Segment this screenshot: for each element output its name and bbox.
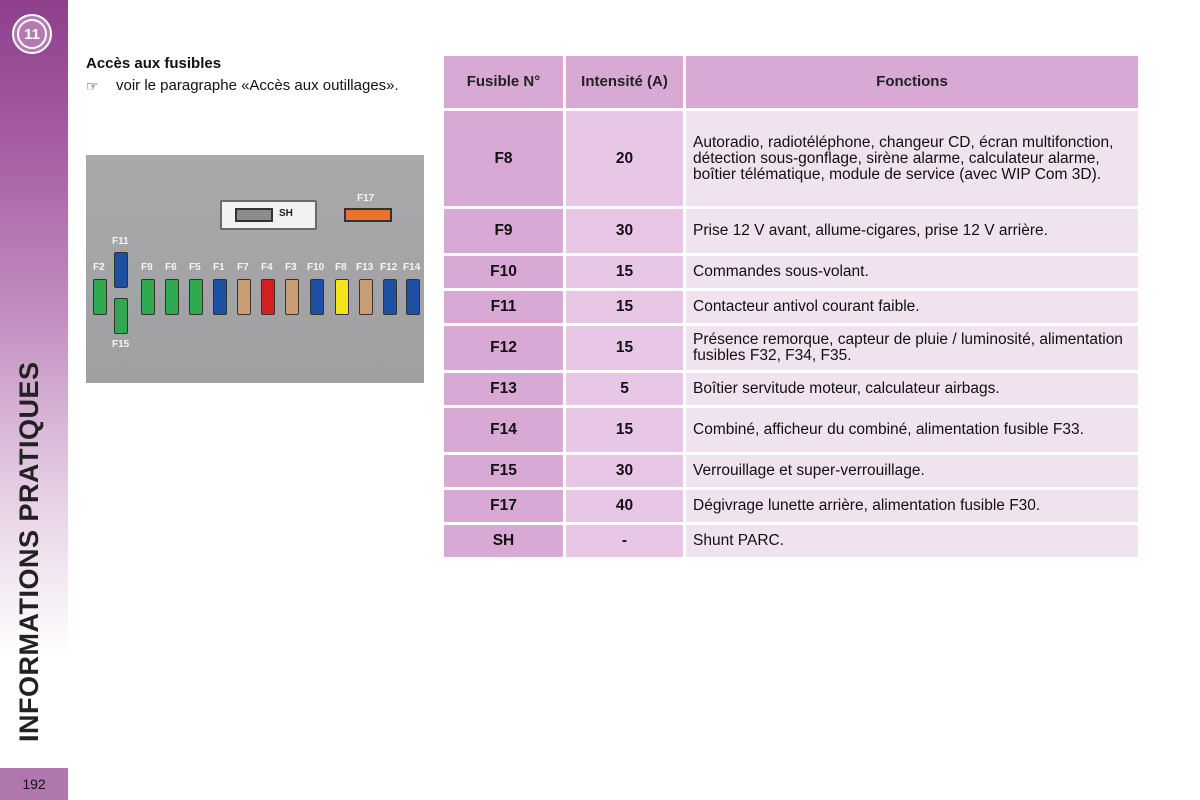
header-fuse-number: Fusible N° [444,56,563,108]
table-row [444,455,1138,487]
fuse-label-f14: F14 [403,262,421,273]
intensity-cell: 15 [566,408,683,452]
fuse-f4 [261,279,275,315]
intensity-cell: 30 [566,209,683,253]
functions-cell: Autoradio, radiotéléphone, changeur CD, écran multifonction, détection sous-gonflage, sirène alarme, calculateur alarme, boîtier télématique, module de service (avec WIP Com 3D). [686,111,1138,206]
fuse-number-cell: F15 [444,455,563,487]
fuse-number-cell: F10 [444,256,563,288]
fuse-label-f1: F1 [213,262,225,273]
table-row [444,373,1138,405]
fuse-label-f13: F13 [356,262,374,273]
chapter-sidebar [0,0,68,800]
fuse-f5 [189,279,203,315]
fuse-label-f17: F17 [357,193,375,204]
functions-cell: Présence remorque, capteur de pluie / luminosité, alimentation fusibles F32, F34, F35. [686,326,1138,370]
intensity-cell: 20 [566,111,683,206]
functions-cell: Dégivrage lunette arrière, alimentation fusible F30. [686,490,1138,522]
table-row [444,209,1138,253]
bullet-paragraph [86,78,424,94]
intensity-cell: 15 [566,326,683,370]
section-title-vertical: INFORMATIONS PRATIQUES [14,361,44,742]
fuse-f17 [344,208,392,222]
intensity-cell: 40 [566,490,683,522]
table-row [444,490,1138,522]
fuse-number-cell: SH [444,525,563,557]
fuse-label-f7: F7 [237,262,249,273]
shunt-label: SH [279,208,293,219]
chapter-number: 11 [17,19,47,49]
fuse-f1 [213,279,227,315]
fuse-number-cell: F17 [444,490,563,522]
fuse-label-f15: F15 [112,339,130,350]
table-row [444,256,1138,288]
fuse-f2 [93,279,107,315]
fuse-box-diagram [86,155,424,383]
fuse-label-f12: F12 [380,262,398,273]
table-row [444,291,1138,323]
fuse-label-f2: F2 [93,262,105,273]
fuse-f9 [141,279,155,315]
table-row [444,408,1138,452]
intensity-cell: 5 [566,373,683,405]
fuse-f12 [383,279,397,315]
page-number: 192 [0,768,68,800]
functions-cell: Combiné, afficheur du combiné, alimentation fusible F33. [686,408,1138,452]
fuse-number-cell: F8 [444,111,563,206]
header-functions: Fonctions [686,56,1138,108]
fuse-number-cell: F13 [444,373,563,405]
shunt-slot [235,208,273,222]
functions-cell: Boîtier servitude moteur, calculateur airbags. [686,373,1138,405]
intensity-cell: 15 [566,256,683,288]
fuse-number-cell: F9 [444,209,563,253]
fuse-f6 [165,279,179,315]
fuse-number-cell: F12 [444,326,563,370]
functions-cell: Commandes sous-volant. [686,256,1138,288]
fuse-f8 [335,279,349,315]
shunt-block [220,200,317,230]
fuse-f3 [285,279,299,315]
chapter-badge [12,14,52,54]
functions-cell: Shunt PARC. [686,525,1138,557]
fuse-f7 [237,279,251,315]
fuse-table [441,53,1141,560]
table-row [444,326,1138,370]
fuse-number-cell: F14 [444,408,563,452]
table-row [444,111,1138,206]
fuse-label-f9: F9 [141,262,153,273]
functions-cell: Prise 12 V avant, allume-cigares, prise 12 V arrière. [686,209,1138,253]
fuse-f15 [114,298,128,334]
intensity-cell: - [566,525,683,557]
fuse-label-f3: F3 [285,262,297,273]
bullet-text: voir le paragraphe «Accès aux outillages». [116,77,399,94]
intensity-cell: 15 [566,291,683,323]
intensity-cell: 30 [566,455,683,487]
functions-cell: Verrouillage et super-verrouillage. [686,455,1138,487]
table-row [444,525,1138,557]
fuse-number-cell: F11 [444,291,563,323]
fuse-label-f4: F4 [261,262,273,273]
fuse-label-f11: F11 [112,236,129,247]
fuse-f13 [359,279,373,315]
section-heading: Accès aux fusibles [86,55,222,72]
fuse-label-f5: F5 [189,262,201,273]
fuse-f10 [310,279,324,315]
pointing-hand-icon: ☞ [86,78,99,94]
fuse-f11 [114,252,128,288]
functions-cell: Contacteur antivol courant faible. [686,291,1138,323]
header-intensity: Intensité (A) [566,56,683,108]
fuse-label-f8: F8 [335,262,347,273]
fuse-label-f6: F6 [165,262,177,273]
fuse-f14 [406,279,420,315]
fuse-label-f10: F10 [307,262,325,273]
